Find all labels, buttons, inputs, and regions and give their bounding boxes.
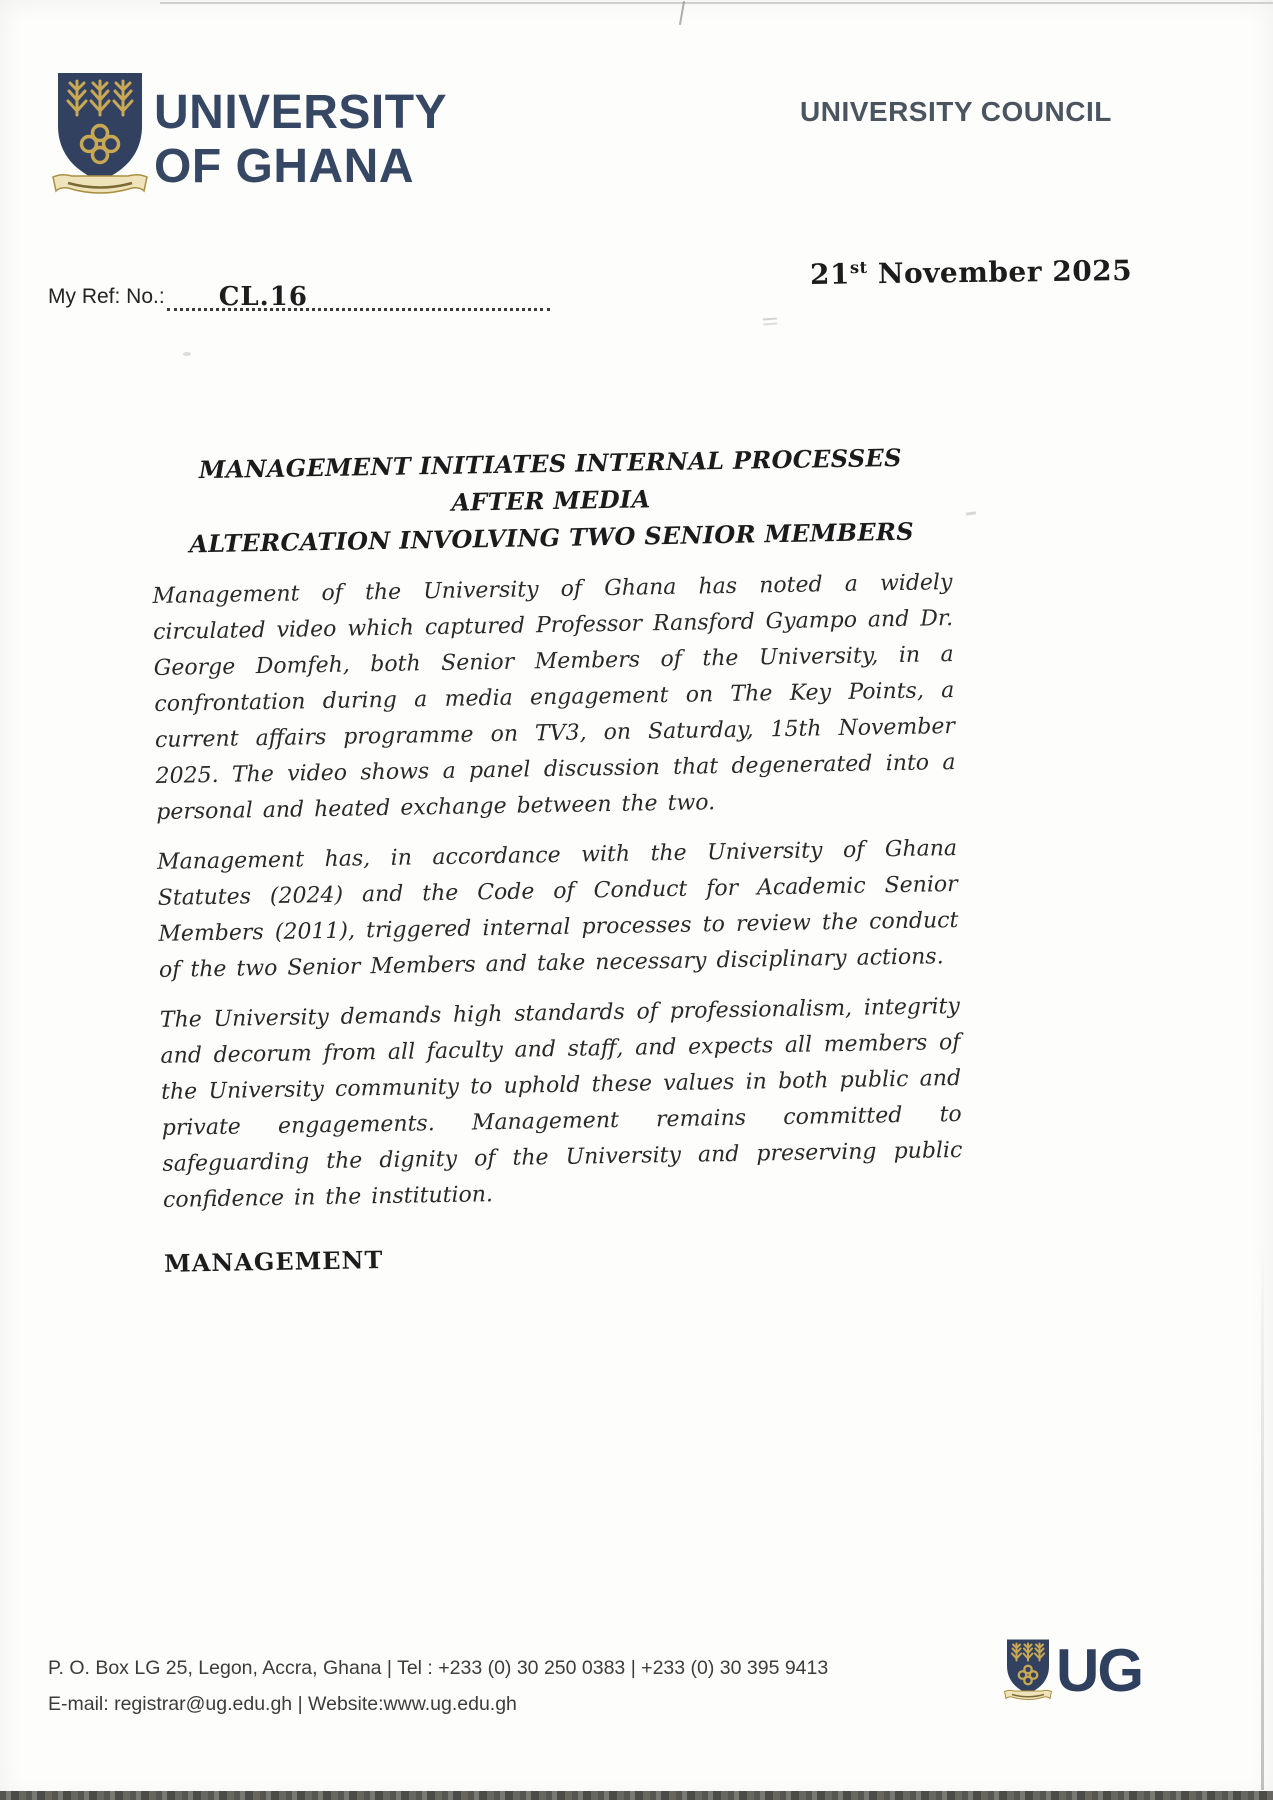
footer-address-line: P. O. Box LG 25, Legon, Accra, Ghana | Tel : +233 (0) 30 250 0383 | +233 (0) 30 395 9413 [48,1657,829,1679]
scan-edge-top [160,2,1273,4]
footer-contact-block [48,1650,828,1722]
ref-label: My Ref: No.: [48,285,165,309]
wordmark-line1: UNIVERSITY [154,86,448,139]
scan-smudge [966,511,976,515]
scan-edge-right [1261,1240,1264,1790]
letter-title-line2: ALTERCATION INVOLVING TWO SENIOR MEMBERS [189,516,915,559]
date-ordinal: st [849,257,868,278]
university-wordmark [154,86,447,194]
footer-ug-logo [1003,1638,1142,1704]
letter-date [810,254,1133,291]
letter-title-line1: MANAGEMENT INITIATES INTERNAL PROCESSES AFTER MEDIA [198,442,902,517]
paragraph-3: The University demands high standards of professionalism, integrity and decorum from all faculty and staff, and expects all members of the University community to uphold these values in both public and private engagements. Management remains committed to safeguarding the dignity of the University and preserving public confidence in the institution. [159,993,963,1213]
reference-line [48,282,550,311]
date-day: 21 [809,257,851,291]
signature-management: MANAGEMENT [163,1245,384,1278]
ug-crest-small-icon [1003,1638,1053,1704]
letter-title [150,438,952,563]
scan-artifact-tick [679,1,685,25]
ug-logo-text: UG [1056,1637,1142,1704]
wordmark-line2: OF GHANA [154,140,414,194]
university-council-label: UNIVERSITY COUNCIL [800,96,1112,127]
ref-number: CL.16 [218,282,308,313]
scan-smudge [763,318,777,326]
ref-dotted-rule [167,282,550,311]
paragraph-2: Management has, in accordance with the University of Ghana Statutes (2024) and the Code of Conduct for Academic Senior Members (2011), triggered internal processes to review the conduct of the two Senior Members and take necessary disciplinary actions. [156,835,959,983]
paragraph-1: Management of the University of Ghana has noted a widely circulated video which captured Professor Ransford Gyampo and Dr. George Domfeh, both Senior Members of the University, in a confrontation during a media engagement on The Key Points, a current affairs programme on TV3, on Saturday, 15th November 2025. The video shows a panel discussion that degenerated into a personal and heated exchange between the two. [152,570,956,825]
university-of-ghana-crest-icon [50,70,150,202]
date-month-year: November 2025 [877,254,1133,291]
scan-edge-bottom [0,1791,1273,1800]
letter-body [150,438,964,1278]
footer-contact-line: E-mail: registrar@ug.edu.gh | Website:www.ug.edu.gh [48,1693,517,1716]
scan-smudge [183,352,191,356]
